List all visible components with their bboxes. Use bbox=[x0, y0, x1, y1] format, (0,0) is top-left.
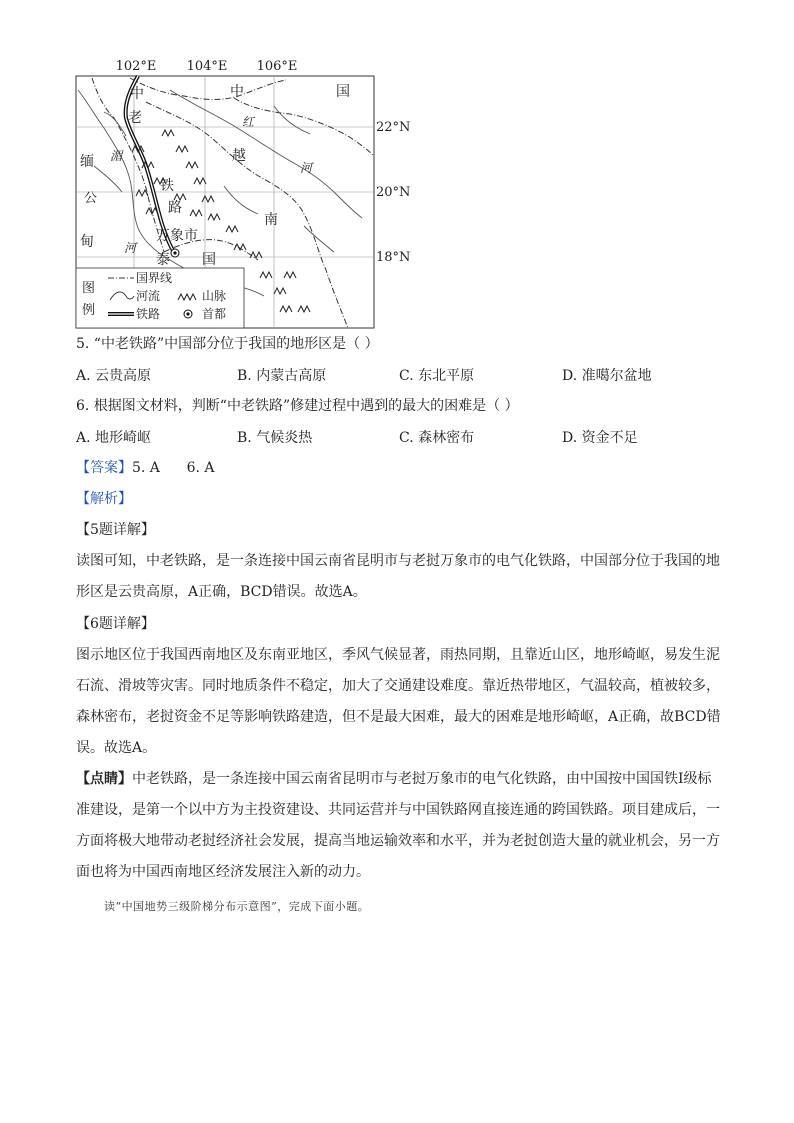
q6-option-b: B. 气候炎热 bbox=[237, 430, 313, 446]
q6-option-a: A. 地形崎岖 bbox=[76, 430, 152, 446]
red-river bbox=[170, 90, 362, 218]
q5-option-b: B. 内蒙古高原 bbox=[237, 368, 327, 384]
tip-tag: 【点睛】 bbox=[76, 771, 132, 787]
tip-text: 中老铁路，是一条连接中国云南省昆明市与老挝万象市的电气化铁路，由中国按中国国铁Ⅰ级标准建设，是第一个以中方为主投资建设、共同运营并与中国铁路网直接连通的跨国铁路。项目建成后，一方面将极大地带动老挝经济社会发展，提高当地运输效率和水平，并为老挝创造大量的就业机会，另一方面也将为中国西南地区经济发展注入新的动力。 bbox=[76, 771, 720, 880]
analysis-tag: 【解析】 bbox=[76, 491, 132, 507]
q6-option-c: C. 森林密布 bbox=[399, 430, 475, 446]
lon-label-102: 102°E bbox=[115, 59, 157, 74]
next-question-prompt: 读“中国地势三级阶梯分布示意图”，完成下面小题。 bbox=[104, 900, 370, 913]
answer-tag: 【答案】 bbox=[76, 460, 132, 476]
legend-railway-label: 铁路 bbox=[136, 307, 161, 321]
map-figure bbox=[74, 56, 414, 332]
label-vietnam-2: 南 bbox=[264, 212, 278, 228]
question-6-stem: 6. 根据图文材料，判断“中老铁路”修建过程中遇到的最大的困难是（ ） bbox=[76, 398, 519, 414]
label-china-1: 中 bbox=[130, 86, 144, 102]
legend-river-label: 河流 bbox=[136, 289, 161, 303]
detail-5-text: 读图可知，中老铁路，是一条连接中国云南省昆明市与老挝万象市的电气化铁路，中国部分位于我国的地形区是云贵高原，A正确，BCD错误。故选A。 bbox=[76, 553, 720, 600]
label-mekong-1: 湄 bbox=[110, 149, 123, 163]
label-railway-1: 铁 bbox=[160, 178, 174, 194]
label-capital: 万象市 bbox=[156, 228, 198, 244]
q5-option-c: C. 东北平原 bbox=[399, 368, 475, 384]
lat-label-18: 18°N bbox=[376, 250, 411, 265]
legend-capital-label: 首都 bbox=[202, 307, 227, 321]
legend-border-label: 国界线 bbox=[136, 271, 173, 285]
q6-option-d: D. 资金不足 bbox=[562, 430, 638, 446]
label-myanmar-1: 缅 bbox=[80, 154, 94, 170]
rivers bbox=[78, 90, 362, 296]
label-thailand-2: 国 bbox=[202, 252, 216, 268]
q5-option-a: A. 云贵高原 bbox=[76, 368, 152, 384]
capital-marker bbox=[171, 249, 179, 257]
label-myanmar-2: 甸 bbox=[80, 234, 94, 250]
label-china-3: 中 bbox=[230, 84, 244, 100]
label-vietnam-1: 越 bbox=[232, 148, 246, 164]
q5-option-d: D. 准噶尔盆地 bbox=[562, 368, 652, 384]
map-legend bbox=[76, 268, 244, 328]
label-red-river-1: 红 bbox=[242, 115, 255, 129]
china-laos-railway-map bbox=[74, 56, 414, 332]
label-china-2: 国 bbox=[336, 84, 350, 100]
answer-line bbox=[76, 458, 215, 478]
lon-label-104: 104°E bbox=[186, 59, 228, 74]
label-red-river-2: 河 bbox=[300, 161, 313, 175]
label-mekong-3: 河 bbox=[124, 241, 137, 255]
label-railway-2: 路 bbox=[168, 200, 182, 216]
label-thailand-1: 泰 bbox=[156, 252, 170, 268]
label-mekong-2: 公 bbox=[84, 191, 98, 206]
detail-6-text: 图示地区位于我国西南地区及东南亚地区，季风气候显著，雨热同期，且靠近山区，地形崎岖，易发生泥石流、滑坡等灾害。同时地质条件不稳定，加大了交通建设难度。靠近热带地区，气温较高，植被较多，森林密布，老挝资金不足等影响铁路建造，但不是最大困难，最大的困难是地形崎岖，A正确，故BCD错误。故选A。 bbox=[76, 647, 721, 756]
lat-label-20: 20°N bbox=[376, 185, 411, 200]
answer-text: 5. A 6. A bbox=[132, 460, 215, 476]
tip-block bbox=[76, 764, 724, 888]
question-5-stem: 5. “中老铁路”中国部分位于我国的地形区是（ ） bbox=[76, 336, 379, 352]
legend-mountain-label: 山脉 bbox=[202, 289, 227, 303]
detail-6-tag: 【6题详解】 bbox=[76, 616, 155, 632]
legend-title-1: 图 bbox=[82, 281, 96, 296]
detail-5-tag: 【5题详解】 bbox=[76, 522, 155, 538]
label-laos: 老 bbox=[128, 110, 142, 126]
lon-label-106: 106°E bbox=[256, 59, 298, 74]
legend-title-2: 例 bbox=[82, 303, 96, 318]
lat-label-22: 22°N bbox=[376, 120, 411, 135]
